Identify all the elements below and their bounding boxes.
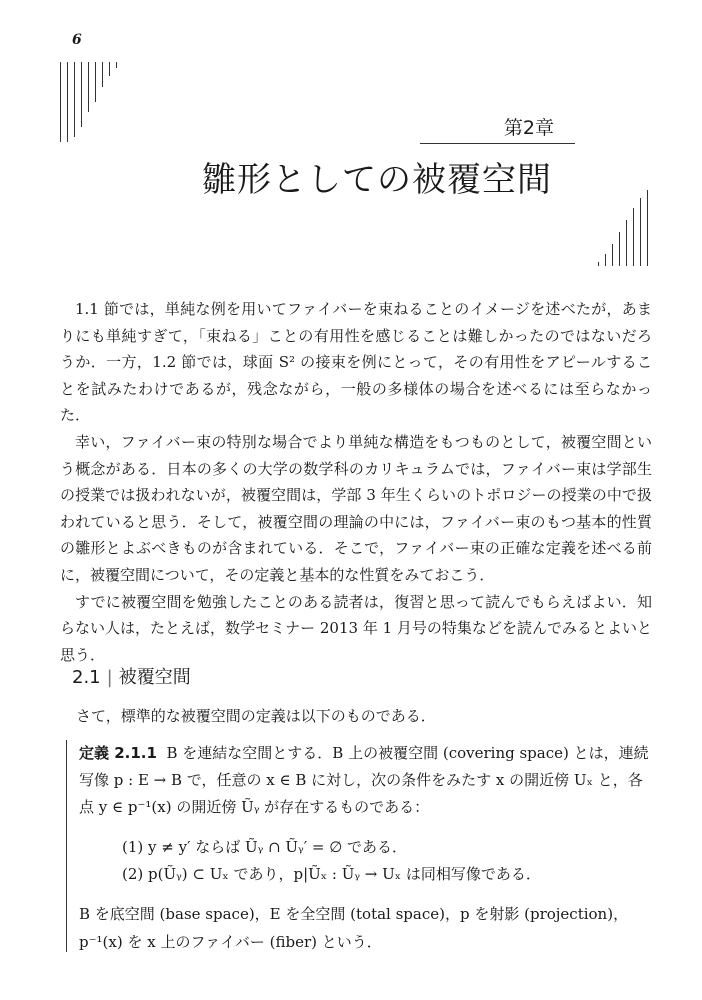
section-intro: さて，標準的な被覆空間の定義は以下のものである．	[76, 707, 436, 725]
section-separator: |	[106, 667, 113, 688]
condition-2: (2) p(Ũᵧ) ⊂ Uₓ であり，p|Ũₓ : Ũᵧ → Uₓ は同相写像である．	[122, 865, 541, 883]
decorative-bars-top-left	[60, 62, 120, 142]
page-number: 6	[72, 32, 82, 48]
paragraph-3: すでに被覆空間を勉強したことのある読者は，復習と思って読んでもらえばよい．知らない人は，たとえば，数学セミナー 2013 年 1 月号の特集などを読んでみるとよいと思う．	[60, 592, 652, 664]
definition-body	[79, 740, 655, 821]
section-heading	[72, 663, 191, 689]
condition-1: (1) y ≠ y′ ならば Ũᵧ ∩ Ũᵧ′ = ∅ である．	[122, 838, 408, 856]
definition-text: B を連結な空間とする．B 上の被覆空間 (covering space) とは，連続写像 p : E → B で，任意の x ∈ B に対し，次の条件をみたす x の開近傍 Uₓ と，各点 y ∈ p⁻¹(x) の開近傍 Ũᵧ が存在するものである：	[79, 744, 649, 816]
definition-label: 定義 2.1.1	[79, 744, 157, 762]
chapter-label: 第2章	[503, 117, 554, 139]
section-title: 被覆空間	[118, 667, 191, 688]
chapter-title: 雛形としての被覆空間	[202, 160, 552, 200]
definition-box	[66, 740, 657, 952]
chapter-rule	[420, 143, 575, 144]
paragraph-1: 1.1 節では，単純な例を用いてファイバーを束ねることのイメージを述べたが，あまりにも単純すぎて，「束ねる」ことの有用性を感じることは難しかったのではないだろうか．一方，1.2 節では，球面 S² の接束を例にとって，その有用性をアピールすることを試みたわけであるが，残念ながら，一般の多様体の場合を述べるには至らなかった．	[60, 300, 652, 425]
paragraph-2: 幸い，ファイバー束の特別な場合でより単純な構造をもつものとして，被覆空間という概念がある．日本の多くの大学の数学科のカリキュラムでは，ファイバー束は学部生の授業では扱われないが，被覆空間は，学部 3 年生くらいのトポロジーの授業の中で扱われていると思う．そして，被覆空間の理論の中には，ファイバー束のもつ基本的性質の雛形とよぶべきものが含まれている．そこで，ファイバー束の正確な定義を述べる前に，被覆空間について，その定義と基本的な性質をみておこう．	[60, 432, 652, 584]
body-text	[60, 296, 652, 668]
decorative-bars-bottom-right	[598, 190, 658, 266]
section-number: 2.1	[72, 667, 101, 688]
definition-footer: B を底空間 (base space)，E を全空間 (total space)，p を射影 (projection)，p⁻¹(x) を x 上のファイバー (fiber) という．	[79, 905, 629, 951]
